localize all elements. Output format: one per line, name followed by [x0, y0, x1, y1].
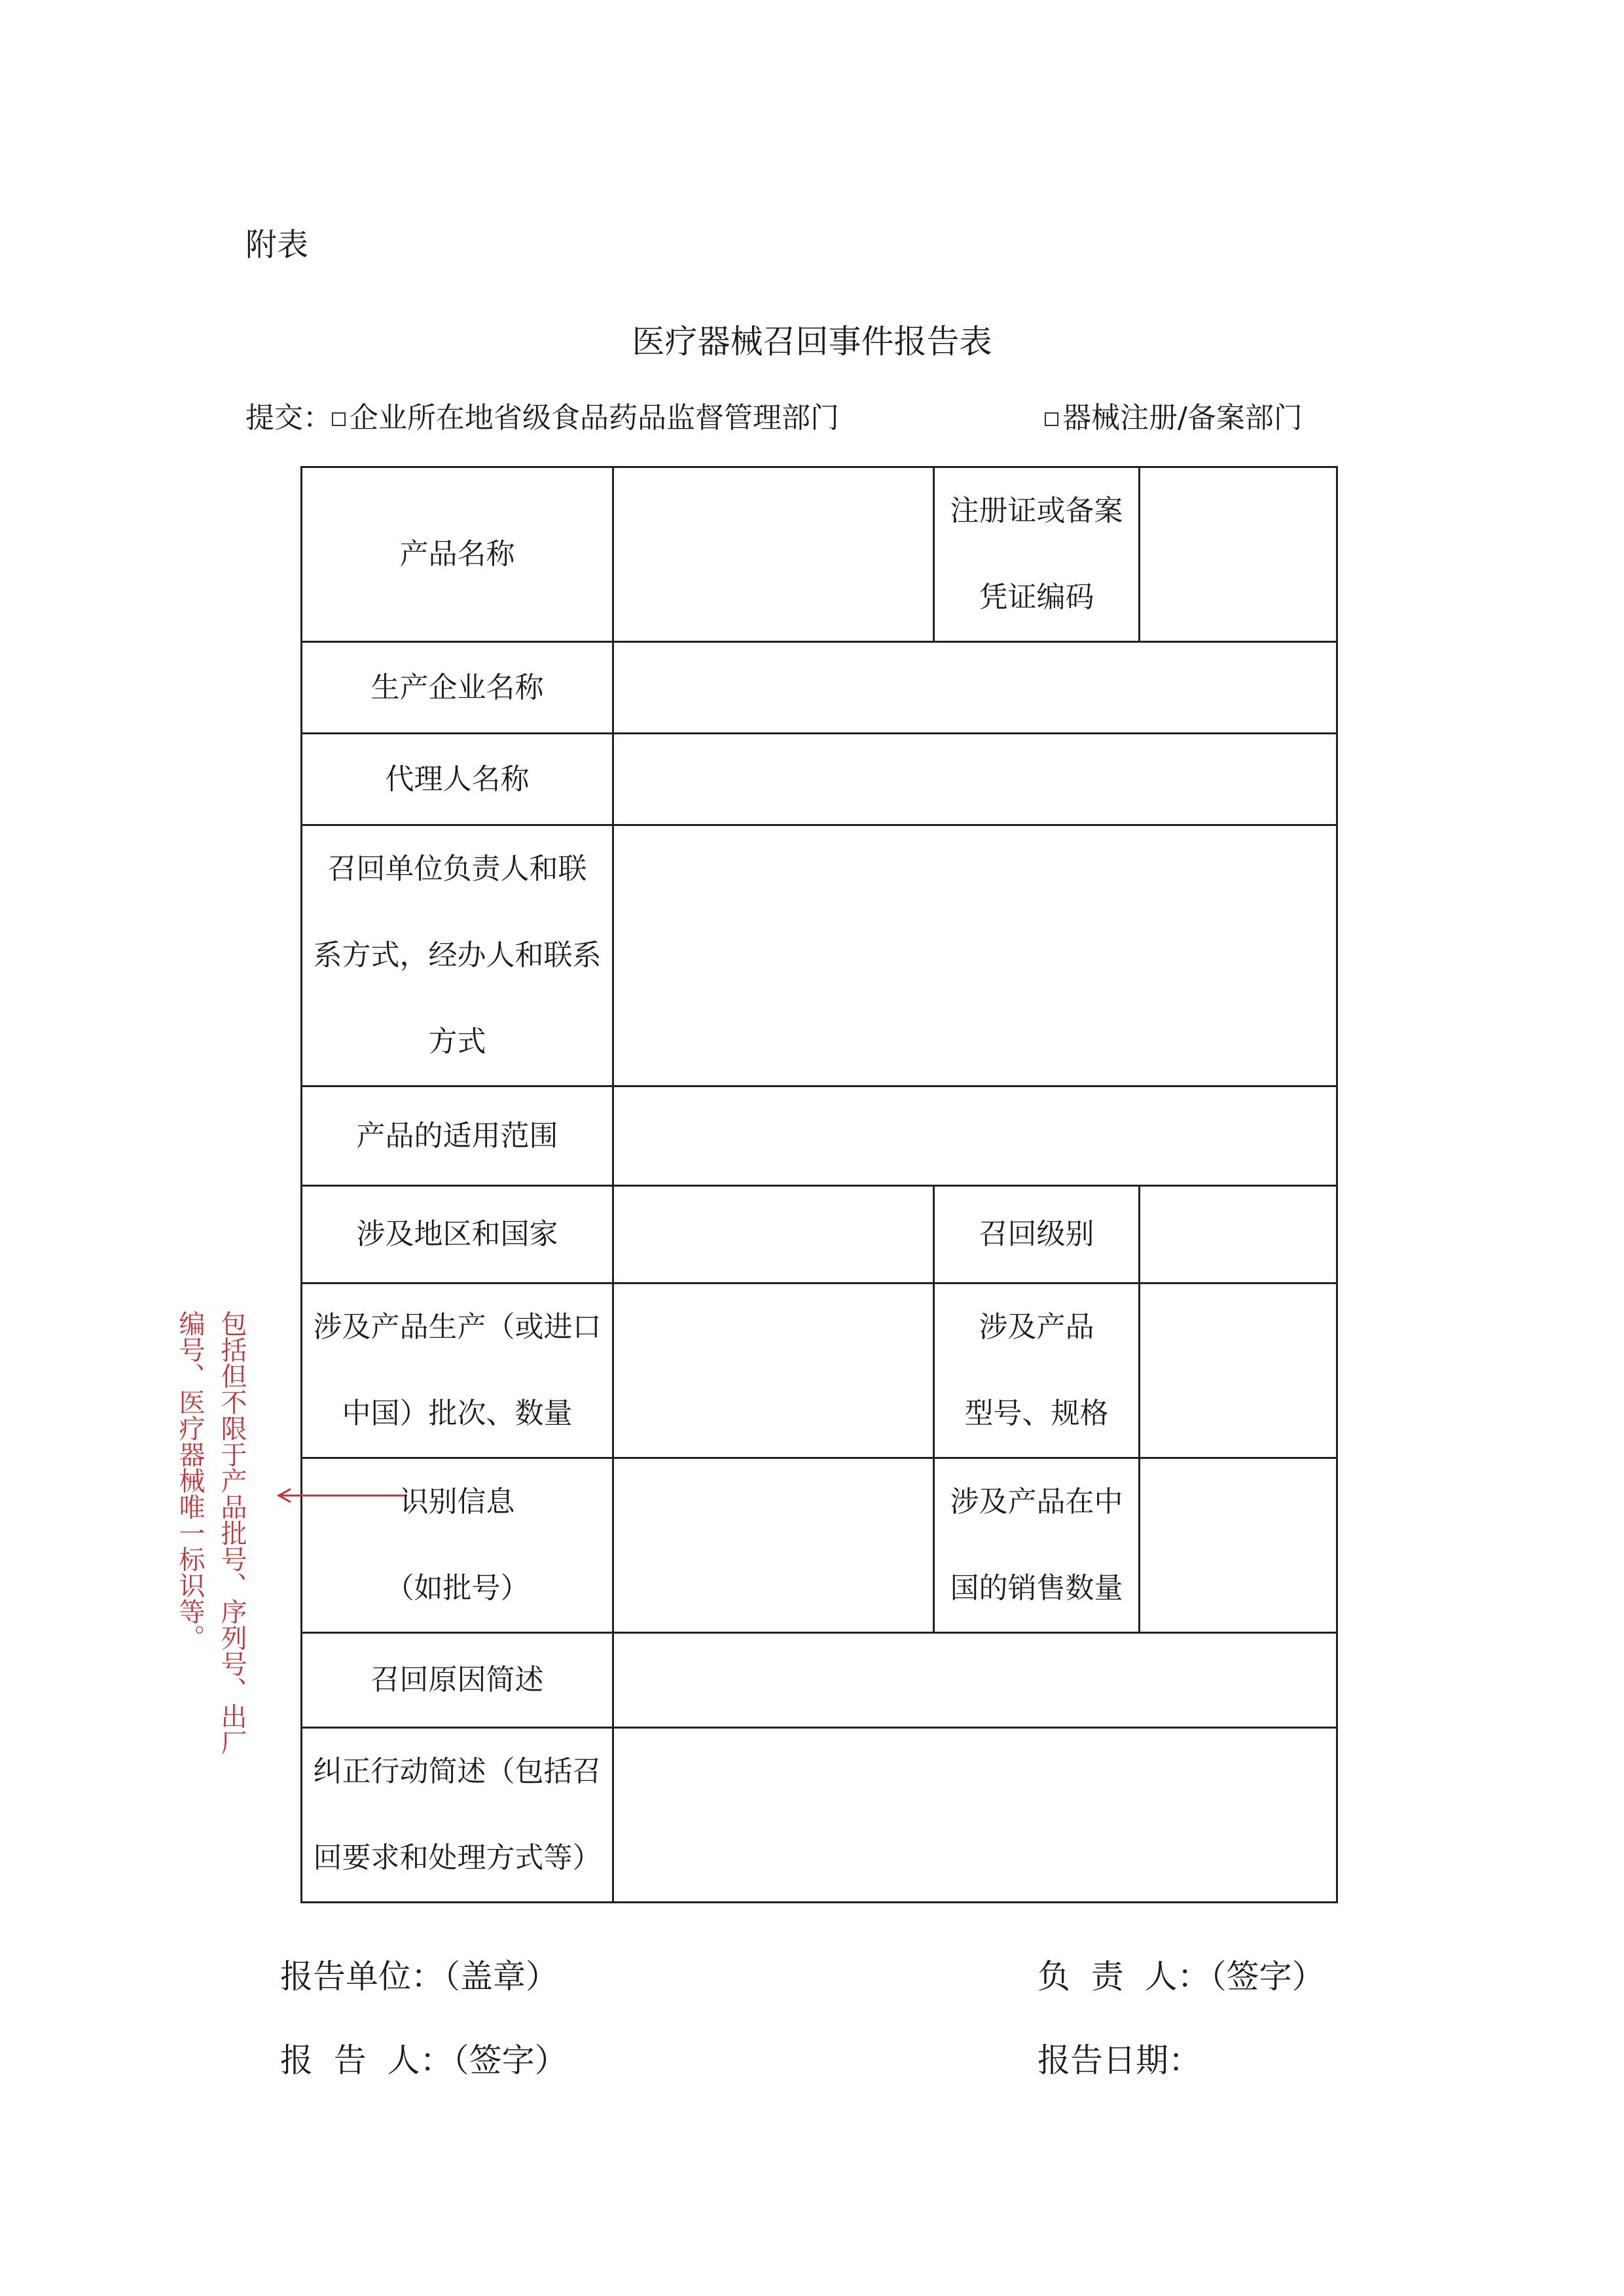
label-contact-line2: 系方式，经办人和联系 — [313, 939, 602, 972]
field-sales[interactable] — [1140, 1458, 1337, 1633]
submit-option-provincial: 企业所在地省级食品药品监督管理部门 — [350, 401, 839, 435]
label-contact-line3: 方式 — [428, 1025, 486, 1058]
field-corrective-action[interactable] — [613, 1728, 1337, 1903]
label-model — [934, 1283, 1140, 1458]
signature-report-unit: 报告单位：（盖章） — [280, 1958, 558, 1996]
report-table — [300, 466, 1338, 1903]
label-registration-cert — [934, 467, 1140, 642]
label-registration-cert-line2: 凭证编码 — [979, 581, 1094, 614]
label-batch-line2: 中国）批次、数量 — [342, 1397, 573, 1430]
checkbox-registration[interactable] — [1045, 412, 1058, 426]
field-product-name[interactable] — [613, 467, 934, 642]
label-model-line2: 型号、规格 — [964, 1397, 1109, 1430]
label-model-line1: 涉及产品 — [979, 1310, 1094, 1344]
document-title: 医疗器械召回事件报告表 — [632, 323, 992, 361]
signature-reporter: 报 告 人：（签字） — [280, 2041, 568, 2079]
label-sales-line1: 涉及产品在中 — [950, 1485, 1123, 1518]
label-agent: 代理人名称 — [302, 734, 613, 825]
label-reason: 召回原因简述 — [302, 1633, 613, 1728]
submit-option-registration: 器械注册/备案部门 — [1062, 401, 1303, 435]
field-registration-cert[interactable] — [1140, 467, 1337, 642]
label-manufacturer: 生产企业名称 — [302, 642, 613, 734]
label-corrective-action-line2: 回要求和处理方式等） — [313, 1841, 602, 1874]
signature-report-date: 报告日期： — [1038, 2041, 1201, 2079]
label-sales-line2: 国的销售数量 — [950, 1571, 1123, 1605]
field-contact[interactable] — [613, 825, 1337, 1086]
label-region: 涉及地区和国家 — [302, 1186, 613, 1283]
field-reason[interactable] — [613, 1633, 1337, 1728]
field-agent[interactable] — [613, 734, 1337, 825]
label-corrective-action-line1: 纠正行动简述（包括召 — [313, 1755, 602, 1788]
note-arrow-icon — [274, 1486, 405, 1505]
field-batch[interactable] — [613, 1283, 934, 1458]
label-product-name: 产品名称 — [302, 467, 613, 642]
appendix-label: 附表 — [245, 226, 309, 263]
label-registration-cert-line1: 注册证或备案 — [950, 494, 1123, 528]
label-batch — [302, 1283, 613, 1458]
label-contact — [302, 825, 613, 1086]
label-sales — [934, 1458, 1140, 1633]
label-identification — [302, 1458, 613, 1633]
margin-note: 包括但不限于产品批号、序列号、出厂编号、医疗器械唯一标识等。 — [175, 1310, 247, 1755]
field-manufacturer[interactable] — [613, 642, 1337, 734]
label-recall-level: 召回级别 — [934, 1186, 1140, 1283]
submit-line — [245, 394, 839, 436]
checkbox-provincial[interactable] — [332, 412, 346, 426]
field-identification[interactable] — [613, 1458, 934, 1633]
submit-option-registration-line — [1045, 394, 1303, 436]
field-scope[interactable] — [613, 1086, 1337, 1186]
submit-label: 提交： — [245, 401, 332, 435]
label-identification-line2: （如批号） — [385, 1571, 530, 1605]
label-identification-line1: 识别信息 — [399, 1485, 515, 1518]
field-model[interactable] — [1140, 1283, 1337, 1458]
label-corrective-action — [302, 1728, 613, 1903]
field-recall-level[interactable] — [1140, 1186, 1337, 1283]
field-region[interactable] — [613, 1186, 934, 1283]
label-scope: 产品的适用范围 — [302, 1086, 613, 1186]
signature-responsible-person: 负 责 人：（签字） — [1038, 1958, 1325, 1996]
label-contact-line1: 召回单位负责人和联 — [327, 852, 587, 886]
label-batch-line1: 涉及产品生产（或进口 — [313, 1310, 602, 1344]
